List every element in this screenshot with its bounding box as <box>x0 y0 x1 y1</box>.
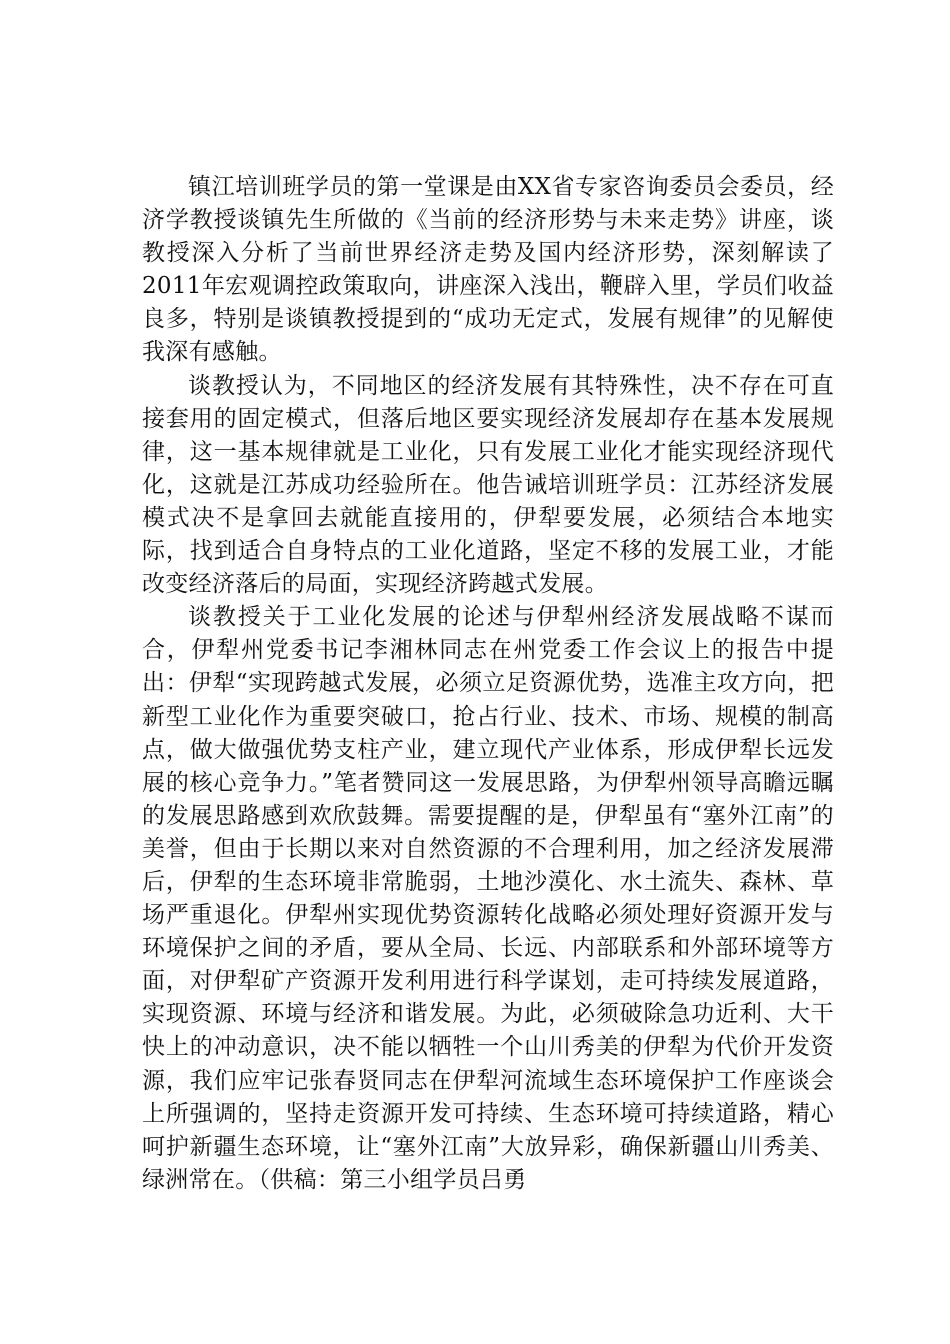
document-page <box>142 171 834 1197</box>
paragraph-3: 谈教授关于工业化发展的论述与伊犁州经济发展战略不谋而合，伊犁州党委书记李湘林同志在州党委工作会议上的报告中提出：伊犁“实现跨越式发展，必须立足资源优势，选准主攻方向，把新型工业化作为重要突破口，抢占行业、技术、市场、规模的制高点，做大做强优势支柱产业，建立现代产业体系，形成伊犁长远发展的核心竞争力。”笔者赞同这一发展思路，为伊犁州领导高瞻远瞩的发展思路感到欢欣鼓舞。需要提醒的是，伊犁虽有“塞外江南”的美誉，但由于长期以来对自然资源的不合理利用，加之经济发展滞后，伊犁的生态环境非常脆弱，土地沙漠化、水土流失、森林、草场严重退化。伊犁州实现优势资源转化战略必须处理好资源开发与环境保护之间的矛盾，要从全局、长远、内部联系和外部环境等方面，对伊犁矿产资源开发利用进行科学谋划，走可持续发展道路，实现资源、环境与经济和谐发展。为此，必须破除急功近利、大干快上的冲动意识，决不能以牺牲一个山川秀美的伊犁为代价开发资源，我们应牢记张春贤同志在伊犁河流域生态环境保护工作座谈会上所强调的，坚持走资源开发可持续、生态环境可持续道路，精心呵护新疆生态环境，让“塞外江南”大放异彩，确保新疆山川秀美、绿洲常在。（供稿：第三小组学员吕勇 <box>142 604 834 1193</box>
paragraph-2: 谈教授认为，不同地区的经济发展有其特殊性，决不存在可直接套用的固定模式，但落后地区要实现经济发展却存在基本发展规律，这一基本规律就是工业化，只有发展工业化才能实现经济现代化，这就是江苏成功经验所在。他告诫培训班学员：江苏经济发展模式决不是拿回去就能直接用的，伊犁要发展，必须结合本地实际，找到适合自身特点的工业化道路，坚定不移的发展工业，才能改变经济落后的局面，实现经济跨越式发展。 <box>142 372 834 598</box>
paragraph-1: 镇江培训班学员的第一堂课是由XX省专家咨询委员会委员，经济学教授谈镇先生所做的《当前的经济形势与未来走势》讲座，谈教授深入分析了当前世界经济走势及国内经济形势，深刻解读了2011年宏观调控政策取向，讲座深入浅出，鞭辟入里，学员们收益良多，特别是谈镇教授提到的“成功无定式，发展有规律”的见解使我深有感触。 <box>142 174 834 366</box>
